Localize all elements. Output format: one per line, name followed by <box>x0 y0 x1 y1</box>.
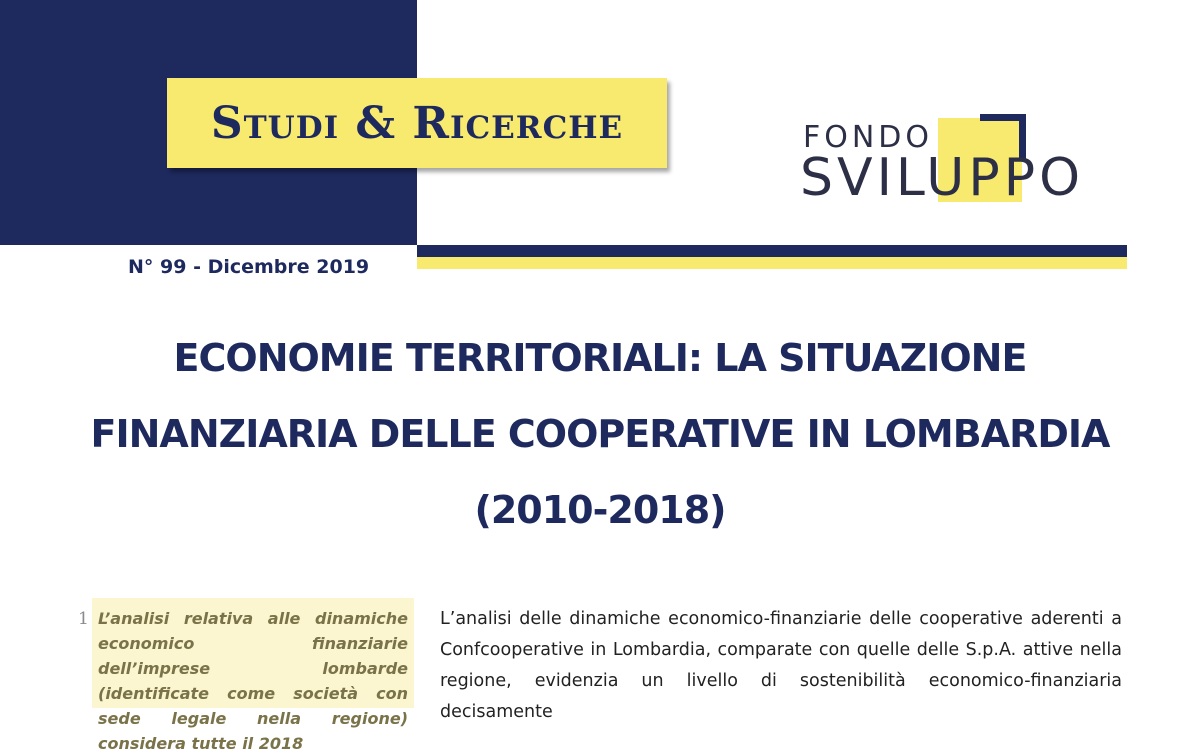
title-line-2: FINANZIARIA DELLE COOPERATIVE IN LOMBARDIA <box>90 412 1110 456</box>
fondo-sviluppo-logo <box>800 110 1130 210</box>
issue-number-date: N° 99 - Dicembre 2019 <box>128 256 370 278</box>
header-rule-yellow <box>417 257 1127 269</box>
title-line-3: (2010-2018) <box>474 488 726 532</box>
logo-text-fondo: FONDO <box>803 120 934 155</box>
document-title <box>60 320 1140 548</box>
body-paragraph: L’analisi delle dinamiche economico-finanziarie delle cooperative aderenti a Confcooperative in Lombardia, comparate con quelle delle S.p.A. attive nella regione, evidenzia un livello di sostenibilità economico-finanziaria decisamente <box>440 609 1122 722</box>
series-title: Studi & Ricerche <box>210 97 624 149</box>
logo-text-sviluppo: SVILUPPO <box>800 148 1085 208</box>
series-banner <box>167 78 667 168</box>
sidebar-note-number: 1 <box>78 609 89 629</box>
sidebar-note: L’analisi relativa alle dinamiche economico finanziarie dell’imprese lombarde (identificate come società con sede legale nella regione) considera tutte il 2018 <box>92 598 414 708</box>
header-rule-navy <box>417 245 1127 257</box>
title-line-1: ECONOMIE TERRITORIALI: LA SITUAZIONE <box>173 336 1027 380</box>
